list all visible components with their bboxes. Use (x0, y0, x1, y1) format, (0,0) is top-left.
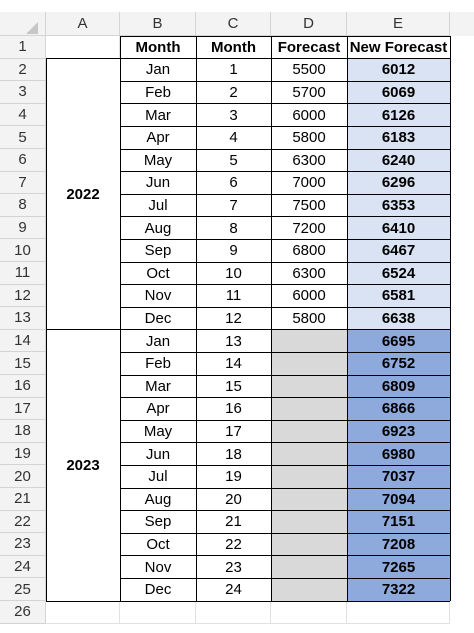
month-name-cell[interactable]: Nov (144, 558, 172, 576)
table-row-border (120, 442, 450, 443)
row-header-12[interactable]: 12 (0, 285, 46, 308)
new-forecast-cell[interactable]: 7265 (347, 556, 450, 579)
month-number-cell[interactable]: 4 (229, 129, 238, 147)
select-all-triangle-icon (26, 22, 38, 34)
year-block-border (46, 601, 120, 602)
table-row-border (120, 216, 450, 217)
new-forecast-cell[interactable]: 6012 (347, 59, 450, 82)
table-row-border (120, 239, 450, 240)
month-number-cell[interactable]: 6 (229, 174, 238, 192)
month-number-cell[interactable]: 15 (225, 377, 242, 395)
month-number-cell[interactable]: 22 (225, 535, 242, 553)
month-name-cell[interactable]: May (143, 151, 173, 169)
select-all-corner[interactable] (0, 12, 46, 36)
new-forecast-cell[interactable]: 6183 (347, 126, 450, 149)
new-forecast-cell[interactable]: 6752 (347, 352, 450, 375)
row-header-25[interactable]: 25 (0, 578, 46, 601)
column-header-c[interactable]: C (196, 12, 271, 36)
row-header-22[interactable]: 22 (0, 511, 46, 534)
month-name-cell[interactable]: Oct (146, 264, 170, 282)
month-name-cell[interactable]: Apr (146, 400, 170, 418)
forecast-cell[interactable]: 5800 (292, 309, 326, 327)
row-header-19[interactable]: 19 (0, 443, 46, 466)
month-name-cell[interactable]: Dec (144, 309, 172, 327)
table-row-border (120, 36, 450, 37)
table-row-border (120, 420, 450, 421)
row-header-4[interactable]: 4 (0, 104, 46, 127)
table-row-border (120, 262, 450, 263)
column-header-b[interactable]: B (120, 12, 196, 36)
month-number-cell[interactable]: 23 (225, 558, 242, 576)
new-forecast-cell[interactable]: 6581 (347, 285, 450, 308)
month-number-cell[interactable]: 20 (225, 490, 242, 508)
table-row-border (120, 601, 450, 602)
month-name-cell[interactable]: May (143, 422, 173, 440)
month-name-cell[interactable]: Feb (145, 83, 171, 101)
column-header-a[interactable]: A (46, 12, 120, 36)
table-row-border (120, 510, 450, 511)
month-number-cell[interactable]: 13 (225, 332, 242, 350)
table-col-border (347, 36, 348, 601)
table-row-border (120, 352, 450, 353)
new-forecast-cell[interactable]: 6923 (347, 420, 450, 443)
month-name-cell[interactable]: Nov (144, 287, 172, 305)
row-header-7[interactable]: 7 (0, 172, 46, 195)
month-number-cell[interactable]: 7 (229, 196, 238, 214)
table-col-border (46, 59, 47, 601)
row-header-10[interactable]: 10 (0, 239, 46, 262)
forecast-cell[interactable] (271, 443, 347, 466)
month-number-cell[interactable]: 18 (225, 445, 242, 463)
row-header-15[interactable]: 15 (0, 352, 46, 375)
forecast-cell[interactable] (271, 465, 347, 488)
forecast-cell[interactable] (271, 398, 347, 421)
forecast-cell[interactable]: 5800 (292, 129, 326, 147)
month-number-cell[interactable]: 9 (229, 242, 238, 260)
row-header-13[interactable]: 13 (0, 307, 46, 330)
row-header-9[interactable]: 9 (0, 217, 46, 240)
table-row-border (120, 329, 450, 330)
table-row-border (120, 194, 450, 195)
empty-cell[interactable] (347, 601, 450, 624)
month-name-cell[interactable]: Feb (145, 355, 171, 373)
table-row-border (120, 81, 450, 82)
empty-cell[interactable] (196, 601, 271, 624)
month-name-cell[interactable]: Jul (148, 196, 168, 214)
header-cell-c[interactable]: Month (211, 38, 256, 56)
table-col-border (450, 36, 451, 601)
forecast-cell[interactable]: 5700 (292, 83, 326, 101)
forecast-cell[interactable]: 6000 (292, 106, 326, 124)
column-header-d[interactable]: D (271, 12, 347, 36)
new-forecast-cell[interactable]: 7208 (347, 533, 450, 556)
row-header-21[interactable]: 21 (0, 488, 46, 511)
new-forecast-cell[interactable]: 6240 (347, 149, 450, 172)
column-header-blank (450, 12, 474, 36)
year-block-border (46, 58, 120, 59)
table-row-border (120, 126, 450, 127)
new-forecast-cell[interactable]: 7322 (347, 578, 450, 601)
forecast-cell[interactable] (271, 511, 347, 534)
month-number-cell[interactable]: 12 (225, 309, 242, 327)
year-cell-2022[interactable]: 2022 (66, 185, 100, 203)
table-row-border (120, 103, 450, 104)
row-header-3[interactable]: 3 (0, 81, 46, 104)
table-row-border (120, 488, 450, 489)
empty-cell[interactable] (120, 601, 196, 624)
row-header-26[interactable]: 26 (0, 601, 46, 624)
forecast-cell[interactable]: 7200 (292, 219, 326, 237)
month-number-cell[interactable]: 8 (229, 219, 238, 237)
row-header-23[interactable]: 23 (0, 533, 46, 556)
month-number-cell[interactable]: 16 (225, 400, 242, 418)
row-header-11[interactable]: 11 (0, 262, 46, 285)
new-forecast-cell[interactable]: 6069 (347, 81, 450, 104)
month-name-cell[interactable]: Sep (144, 513, 172, 531)
empty-cell[interactable] (271, 601, 347, 624)
table-row-border (120, 284, 450, 285)
table-row-border (120, 307, 450, 308)
forecast-cell[interactable]: 7000 (292, 174, 326, 192)
new-forecast-cell[interactable]: 6296 (347, 172, 450, 195)
row-header-24[interactable]: 24 (0, 556, 46, 579)
forecast-cell[interactable] (271, 420, 347, 443)
month-name-cell[interactable]: Aug (144, 490, 172, 508)
table-row-border (120, 555, 450, 556)
row-header-17[interactable]: 17 (0, 398, 46, 421)
row-header-6[interactable]: 6 (0, 149, 46, 172)
new-forecast-cell[interactable]: 6126 (347, 104, 450, 127)
month-name-cell[interactable]: Jun (145, 174, 171, 192)
new-forecast-cell[interactable]: 7094 (347, 488, 450, 511)
month-name-cell[interactable]: Oct (146, 535, 170, 553)
new-forecast-cell[interactable]: 6524 (347, 262, 450, 285)
year-cell-2023[interactable]: 2023 (66, 456, 100, 474)
row-header-1[interactable]: 1 (0, 36, 46, 59)
column-header-e[interactable]: E (347, 12, 450, 36)
header-cell-d[interactable]: Forecast (277, 38, 341, 56)
month-name-cell[interactable]: Jan (145, 332, 171, 350)
month-number-cell[interactable]: 24 (225, 581, 242, 599)
new-forecast-cell[interactable]: 6353 (347, 194, 450, 217)
forecast-cell[interactable] (271, 375, 347, 398)
forecast-cell[interactable]: 5500 (292, 61, 326, 79)
new-forecast-cell[interactable]: 6638 (347, 307, 450, 330)
year-block-border (46, 329, 120, 330)
row-header-8[interactable]: 8 (0, 194, 46, 217)
new-forecast-cell[interactable]: 7037 (347, 465, 450, 488)
forecast-cell[interactable] (271, 533, 347, 556)
month-name-cell[interactable]: Sep (144, 242, 172, 260)
table-row-border (120, 578, 450, 579)
header-cell-e[interactable]: New Forecast (349, 38, 448, 56)
row-header-16[interactable]: 16 (0, 375, 46, 398)
new-forecast-cell[interactable]: 6809 (347, 375, 450, 398)
month-name-cell[interactable]: Jan (145, 61, 171, 79)
month-number-cell[interactable]: 11 (225, 287, 242, 305)
table-row-border (120, 397, 450, 398)
row-header-18[interactable]: 18 (0, 420, 46, 443)
new-forecast-cell[interactable]: 6410 (347, 217, 450, 240)
month-name-cell[interactable]: Apr (146, 129, 170, 147)
row-header-20[interactable]: 20 (0, 465, 46, 488)
month-number-cell[interactable]: 1 (229, 61, 238, 79)
forecast-cell[interactable] (271, 578, 347, 601)
forecast-cell[interactable] (271, 352, 347, 375)
table-col-border (271, 36, 272, 601)
month-number-cell[interactable]: 19 (225, 468, 242, 486)
forecast-cell[interactable]: 6300 (292, 264, 326, 282)
table-row-border (120, 375, 450, 376)
table-row-border (120, 533, 450, 534)
new-forecast-cell[interactable]: 6866 (347, 398, 450, 421)
forecast-cell[interactable]: 6300 (292, 151, 326, 169)
table-col-border (120, 36, 121, 601)
row-header-2[interactable]: 2 (0, 59, 46, 82)
table-row-border (120, 149, 450, 150)
forecast-cell[interactable] (271, 488, 347, 511)
table-row-border (120, 58, 450, 59)
empty-cell[interactable] (46, 601, 120, 624)
cell-a1[interactable] (46, 36, 120, 59)
month-number-cell[interactable]: 17 (225, 422, 242, 440)
month-name-cell[interactable]: Jun (145, 445, 171, 463)
month-number-cell[interactable]: 21 (225, 513, 242, 531)
month-name-cell[interactable]: Mar (145, 106, 171, 124)
table-row-border (120, 171, 450, 172)
month-number-cell[interactable]: 3 (229, 106, 238, 124)
forecast-cell[interactable] (271, 556, 347, 579)
row-header-14[interactable]: 14 (0, 330, 46, 353)
new-forecast-cell[interactable]: 6467 (347, 239, 450, 262)
forecast-cell[interactable]: 6800 (292, 242, 326, 260)
month-number-cell[interactable]: 14 (225, 355, 242, 373)
forecast-cell[interactable]: 7500 (292, 196, 326, 214)
new-forecast-cell[interactable]: 6695 (347, 330, 450, 353)
forecast-cell[interactable] (271, 330, 347, 353)
month-name-cell[interactable]: Dec (144, 581, 172, 599)
forecast-cell[interactable]: 6000 (292, 287, 326, 305)
header-cell-b[interactable]: Month (135, 38, 181, 56)
month-name-cell[interactable]: Jul (148, 468, 168, 486)
month-number-cell[interactable]: 2 (229, 83, 238, 101)
month-name-cell[interactable]: Aug (144, 219, 172, 237)
new-forecast-cell[interactable]: 7151 (347, 511, 450, 534)
month-number-cell[interactable]: 10 (225, 264, 242, 282)
table-row-border (120, 465, 450, 466)
month-number-cell[interactable]: 5 (229, 151, 238, 169)
new-forecast-cell[interactable]: 6980 (347, 443, 450, 466)
table-col-border (196, 36, 197, 601)
row-header-5[interactable]: 5 (0, 126, 46, 149)
month-name-cell[interactable]: Mar (145, 377, 171, 395)
